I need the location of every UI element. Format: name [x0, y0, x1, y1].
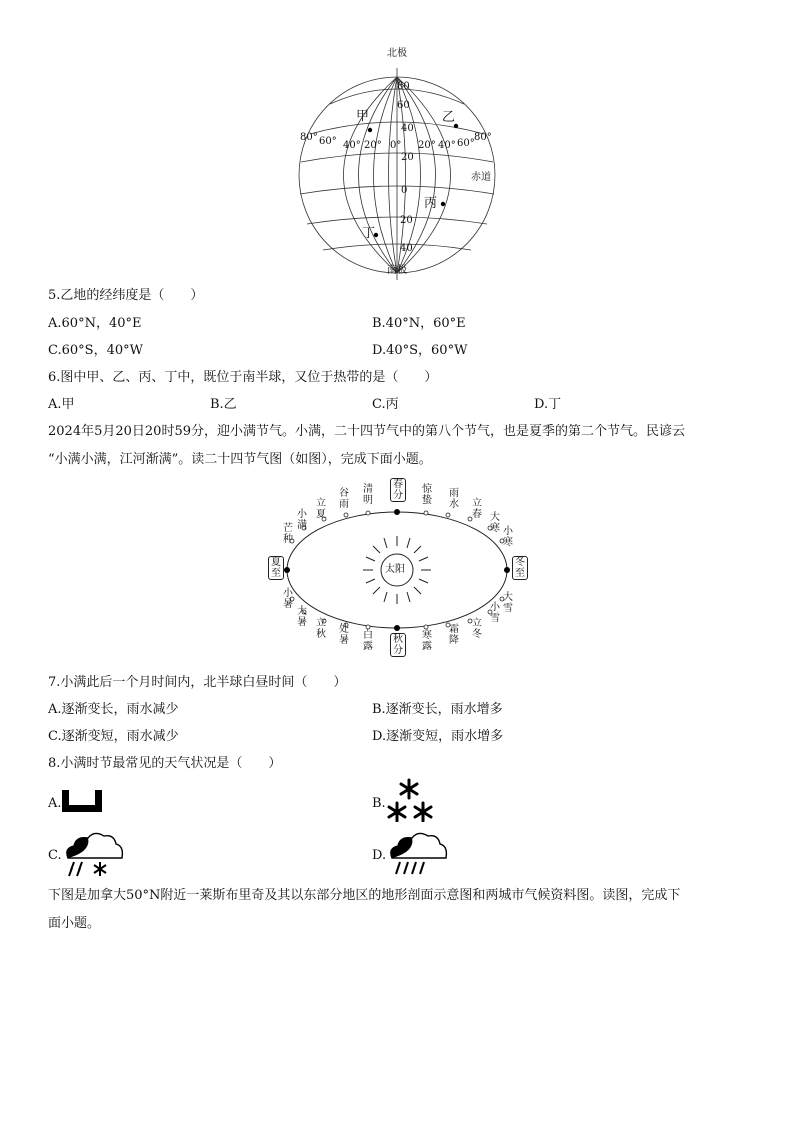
- lat-label-60: 60: [397, 100, 410, 111]
- q7-option-d[interactable]: D.逐渐变短，雨水增多: [372, 729, 504, 744]
- lon-label-80e: 80°: [474, 132, 492, 143]
- q6-option-a[interactable]: A.甲: [48, 397, 75, 412]
- globe-figure: [290, 44, 504, 280]
- term-qingming: 清明: [363, 484, 373, 506]
- lon-label-0: 0°: [390, 140, 402, 151]
- term-dongzhi: 冬至: [512, 556, 528, 580]
- term-guyu: 谷雨: [339, 488, 349, 510]
- snow-icon: [386, 778, 436, 822]
- q6-stem: 6.图中甲、乙、丙、丁中，既位于南半球，又位于热带的是（ ）: [48, 370, 438, 385]
- point-bing-dot: [441, 202, 445, 206]
- term-xiazhi: 夏至: [268, 556, 284, 580]
- q6-option-c[interactable]: C.丙: [372, 397, 399, 412]
- rain-icon: [386, 830, 448, 876]
- south-pole-label: 南极: [387, 265, 407, 276]
- q7-option-b[interactable]: B.逐渐变长，雨水增多: [372, 702, 503, 717]
- lon-label-60e: 60°: [457, 138, 475, 149]
- term-xiaoman: 小满: [297, 509, 307, 531]
- point-jia-dot: [368, 128, 372, 132]
- north-pole-label: 北极: [387, 48, 407, 59]
- term-bailu: 白露: [363, 630, 373, 652]
- q5-option-a[interactable]: A.60°N，40°E: [48, 316, 142, 331]
- term-dahan: 大寒: [490, 512, 500, 534]
- point-jia-label: 甲: [356, 109, 370, 124]
- solar-terms-figure: [260, 476, 535, 666]
- lat-label-40s: 40: [400, 243, 413, 254]
- passage1-line1: 2024年5月20日20时59分，迎小满节气。小满，二十四节气中的第八个节气，也是夏季的第二个节气。民谚云: [48, 424, 685, 439]
- q6-option-b[interactable]: B.乙: [210, 397, 237, 412]
- lon-label-40w: 40°: [343, 140, 361, 151]
- passage2-line1: 下图是加拿大50°N附近一莱斯布里奇及其以东部分地区的地形剖面示意图和两城市气候资料图。读图，完成下: [48, 888, 681, 903]
- q8-option-a[interactable]: A.: [48, 796, 62, 811]
- equator-label: 赤道: [471, 172, 491, 183]
- sandstorm-icon: [62, 790, 102, 812]
- q7-option-c[interactable]: C.逐渐变短，雨水减少: [48, 729, 179, 744]
- q8-stem: 8.小满时节最常见的天气状况是（ ）: [48, 756, 282, 771]
- q5-stem: 5.乙地的经纬度是（ ）: [48, 288, 204, 303]
- q5-option-c[interactable]: C.60°S，40°W: [48, 343, 143, 358]
- lat-label-80: 80: [397, 81, 410, 92]
- q5-option-d[interactable]: D.40°S，60°W: [372, 343, 468, 358]
- q7-stem: 7.小满此后一个月时间内，北半球白昼时间（ ）: [48, 675, 347, 690]
- term-chushu: 处暑: [339, 624, 349, 646]
- term-xiaoshu: 小暑: [283, 588, 293, 610]
- sleet-icon: [62, 830, 124, 878]
- term-shuangjiang: 霜降: [449, 624, 459, 646]
- term-xiaoxue: 小雪: [490, 602, 500, 624]
- q5-option-b[interactable]: B.40°N，60°E: [372, 316, 466, 331]
- term-mangzhong: 芒种: [283, 523, 293, 545]
- passage2-line2: 面小题。: [48, 916, 101, 931]
- term-liqiu: 立秋: [316, 618, 326, 640]
- lat-label-40n: 40: [401, 123, 414, 134]
- term-qiufen: 秋分: [390, 633, 406, 657]
- q8-option-c[interactable]: C.: [48, 848, 62, 863]
- term-yushui: 雨水: [449, 488, 459, 510]
- lat-label-0: 0: [401, 185, 408, 196]
- q6-option-d[interactable]: D.丁: [534, 397, 562, 412]
- q8-option-d[interactable]: D.: [372, 848, 387, 863]
- term-daxue: 大雪: [503, 592, 513, 614]
- globe-svg: [290, 44, 504, 280]
- passage1-line2: “小满小满，江河渐满”。读二十四节气图（如图），完成下面小题。: [48, 452, 432, 467]
- term-lichun: 立春: [472, 498, 482, 520]
- term-lixia: 立夏: [316, 498, 326, 520]
- q7-option-a[interactable]: A.逐渐变长，雨水减少: [48, 702, 179, 717]
- term-jingzhe: 惊蛰: [422, 484, 432, 506]
- lat-label-20s: 20: [400, 215, 413, 226]
- term-xiaohan: 小寒: [503, 526, 513, 548]
- term-chunfen: 春分: [390, 478, 406, 502]
- lon-label-20w: 20°: [364, 140, 382, 151]
- lon-label-20e: 20°: [418, 140, 436, 151]
- sun-label: 太阳: [385, 564, 405, 575]
- term-hanlu: 寒露: [422, 630, 432, 652]
- lon-label-40e: 40°: [438, 140, 456, 151]
- lat-label-20n: 20: [401, 152, 414, 163]
- term-dashu: 大暑: [297, 606, 307, 628]
- lon-label-80w: 80°: [300, 132, 318, 143]
- point-bing-label: 丙: [424, 196, 438, 211]
- term-lidong: 立冬: [472, 618, 482, 640]
- point-ding-label: 丁: [362, 226, 376, 241]
- point-yi-label: 乙: [442, 110, 456, 125]
- lon-label-60w: 60°: [319, 136, 337, 147]
- q8-option-b[interactable]: B.: [372, 796, 386, 811]
